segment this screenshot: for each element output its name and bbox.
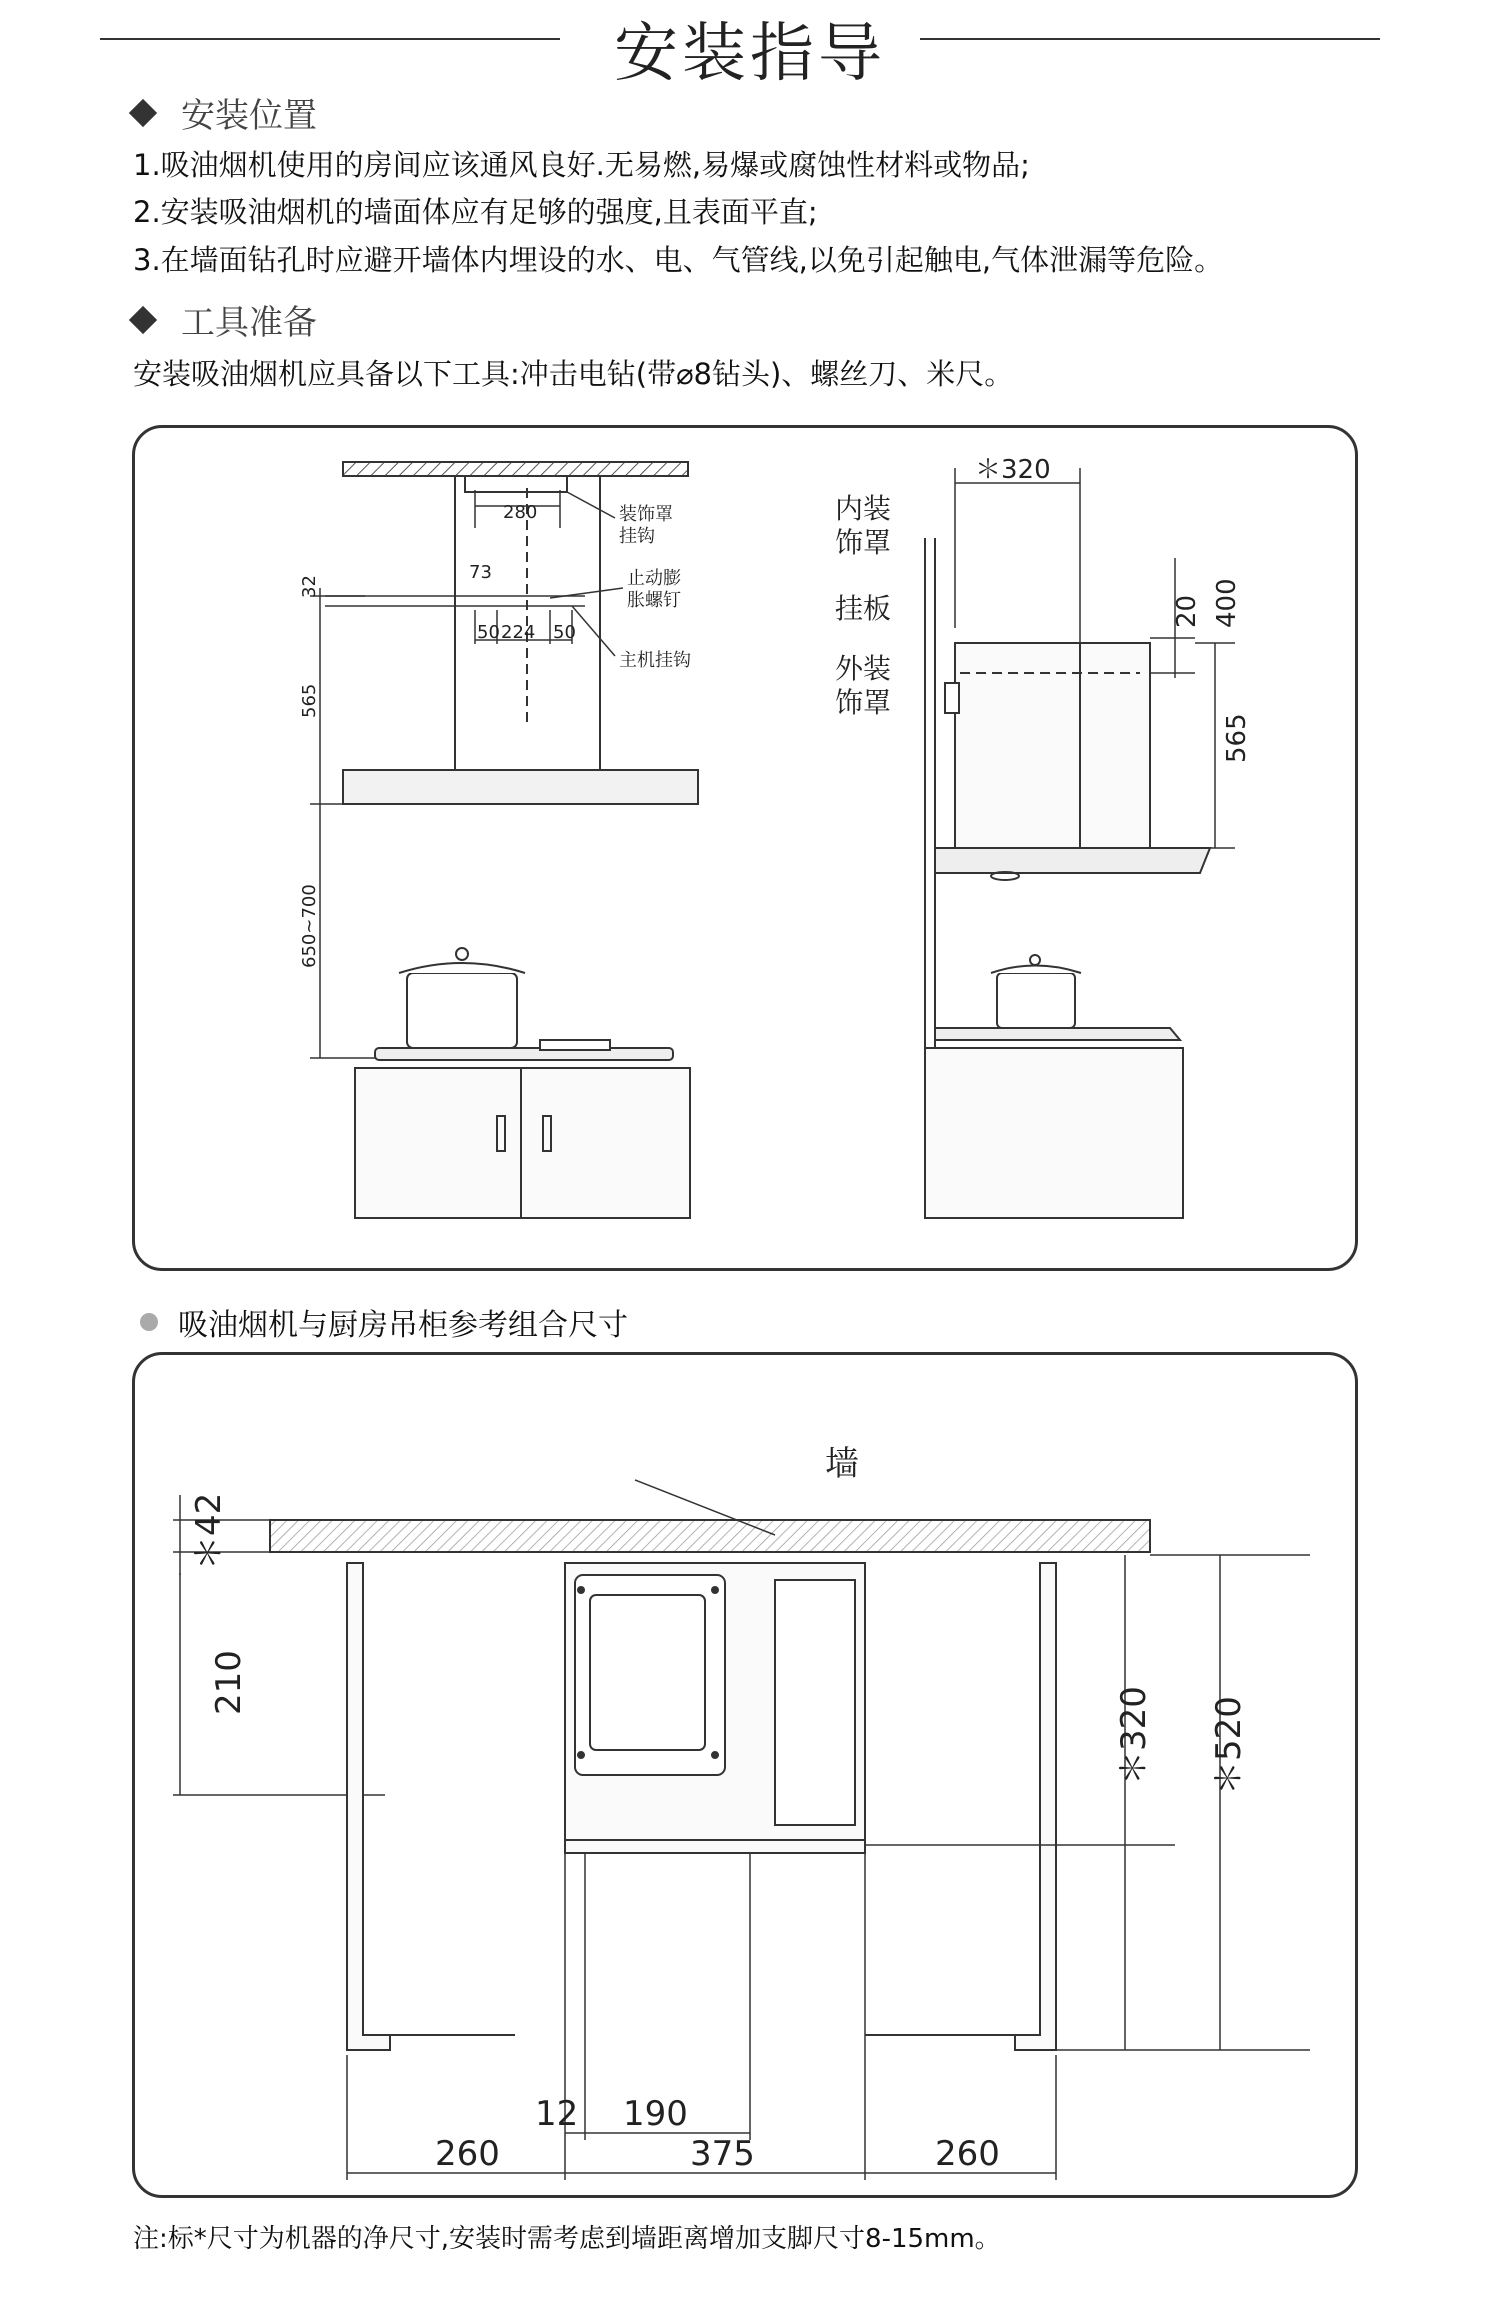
inner-cover-label-1: 内装: [835, 492, 892, 525]
front-labels: [299, 502, 691, 968]
dim-20: 20: [1172, 594, 1202, 628]
cabinet-combination-diagram: [135, 1355, 1355, 2195]
anchor-bolt-label-1: 止动膨: [627, 568, 681, 589]
side-view: [925, 468, 1235, 1218]
dim-280: 280: [503, 502, 538, 523]
dim-260-left: 260: [435, 2134, 500, 2174]
installation-diagram-panel: [132, 425, 1358, 1271]
diamond-bullet-icon: [129, 305, 157, 333]
cabinet-front: [355, 1068, 690, 1218]
dim-210: 210: [209, 1650, 249, 1715]
tools-text: 安装吸油烟机应具备以下工具:冲击电钻(带⌀8钻头)、螺丝刀、米尺。: [133, 357, 1014, 391]
cabinet-combination-lines: [173, 1480, 1310, 2180]
outer-cover-label-1: 外装: [835, 652, 892, 685]
dim-12: 12: [535, 2094, 579, 2134]
ceiling-hatch: [343, 462, 688, 476]
section-heading-tools: [133, 295, 317, 344]
dim-190: 190: [623, 2094, 688, 2134]
dim-224: 224: [501, 622, 536, 643]
dim-565-front: 565: [299, 683, 320, 718]
hanging-plate-label: 挂板: [835, 592, 892, 625]
anchor-bolt-label-2: 胀螺钉: [627, 590, 681, 611]
location-item-2: 2.安装吸油烟机的墙面体应有足够的强度,且表面平直;: [133, 195, 818, 229]
stove-side: [935, 1028, 1180, 1040]
dim-375: 375: [690, 2134, 755, 2174]
installation-diagram: [135, 428, 1355, 1268]
dim-50a: 50: [477, 622, 500, 643]
location-item-3: 3.在墙面钻孔时应避开墙体内埋设的水、电、气管线,以免引起触电,气体泄漏等危险。: [133, 243, 1224, 277]
stove-front: [375, 1048, 673, 1060]
main-hook-label: 主机挂钩: [619, 650, 691, 671]
cabinet-side: [925, 1048, 1183, 1218]
dim-320-combo: ＊320: [1114, 1686, 1154, 1785]
cover-hook-label-1: 装饰罩: [619, 504, 673, 525]
dot-bullet-icon: [140, 1313, 158, 1331]
pot-front: [407, 973, 517, 1048]
wall-label: 墙: [825, 1444, 859, 1484]
dim-260-right: 260: [935, 2134, 1000, 2174]
page-title: 安装指导: [614, 17, 886, 91]
hood-body-side: [935, 848, 1210, 873]
footnote: 注:标*尺寸为机器的净尺寸,安装时需考虑到墙距离增加支脚尺寸8-15mm。: [133, 2224, 1001, 2254]
cover-hook-bracket: [465, 476, 567, 492]
dim-73: 73: [469, 562, 492, 583]
dim-320-side: ＊320: [975, 455, 1051, 485]
dim-32: 32: [299, 575, 320, 598]
wall-hatch: [270, 1520, 1150, 1552]
outer-cover-label-2: 饰罩: [835, 686, 892, 719]
section-heading-location: [133, 88, 317, 137]
dim-520: ＊520: [1209, 1696, 1249, 1795]
diamond-bullet-icon: [129, 98, 157, 126]
cover-hook-label-2: 挂钩: [619, 526, 655, 547]
inner-cover-label-2: 饰罩: [835, 526, 892, 559]
section-heading-tools-text: 工具准备: [181, 303, 317, 343]
dim-650-700: 650~700: [299, 884, 320, 968]
pot-side: [997, 973, 1075, 1028]
dim-400: 400: [1212, 578, 1242, 628]
dim-565-side: 565: [1222, 713, 1252, 763]
left-cabinet: [347, 1563, 390, 2050]
hood-body-front: [343, 770, 698, 804]
combo-heading-text: 吸油烟机与厨房吊柜参考组合尺寸: [178, 1308, 628, 1343]
location-item-1: 1.吸油烟机使用的房间应该通风良好.无易燃,易爆或腐蚀性材料或物品;: [133, 148, 1030, 182]
dim-50b: 50: [553, 622, 576, 643]
section-heading-location-text: 安装位置: [181, 96, 317, 136]
right-cabinet: [1015, 1563, 1056, 2050]
cabinet-combination-panel: [132, 1352, 1358, 2198]
combo-heading: [140, 1300, 628, 1344]
dim-42: ＊42: [189, 1492, 229, 1570]
